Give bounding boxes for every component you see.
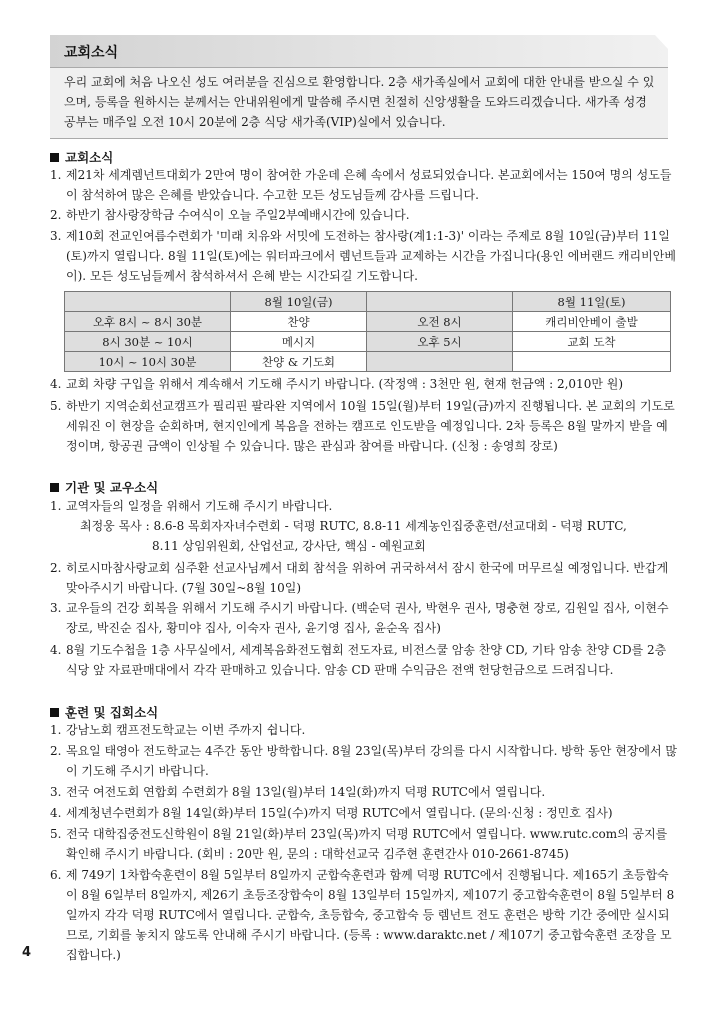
item-text: 전국 대학집중전도신학원이 8월 21일(화)부터 23일(목)까지 덕평 RUTC에서 열립니다. www.rutc.com의 공지를 확인해 주시기 바랍니다. (회비 : 20만 원, 문의 : 대학선교국 김주현 훈련간사 010-2661-8745)	[66, 827, 668, 861]
list-item	[50, 824, 678, 864]
list-item	[50, 558, 678, 598]
item-number: 2.	[50, 208, 62, 222]
table-cell: 8시 30분 ~ 10시	[65, 332, 231, 352]
section-title: 교회소식	[65, 150, 114, 165]
header-background	[50, 35, 668, 67]
square-bullet-icon	[50, 153, 59, 162]
table-cell: 캐리비안베이 출발	[513, 312, 671, 332]
item-number: 1.	[50, 723, 62, 737]
table-cell: 10시 ~ 10시 30분	[65, 352, 231, 372]
item-text: 세계청년수련회가 8월 14일(화)부터 15일(수)까지 덕평 RUTC에서 열립니다. (문의·신청 : 정민호 집사)	[66, 806, 613, 820]
item-text: 하반기 참사랑장학금 수여식이 오늘 주일2부예배시간에 있습니다.	[66, 208, 410, 222]
table-cell: 오전 8시	[367, 312, 513, 332]
table-cell: 메시지	[231, 332, 367, 352]
item-text: 교회 차량 구입을 위해서 계속해서 기도해 주시기 바랍니다. (작정액 : 3천만 원, 현재 헌금액 : 2,010만 원)	[66, 377, 624, 391]
item-number: 5.	[50, 827, 62, 841]
item-number: 2.	[50, 561, 62, 575]
retreat-schedule-table	[64, 291, 671, 372]
item-number: 3.	[50, 229, 62, 243]
list-item	[50, 374, 678, 394]
item-number: 4.	[50, 806, 62, 820]
section-heading-church-news	[50, 148, 113, 166]
list-item	[50, 226, 678, 286]
table-row	[65, 312, 671, 332]
list-item	[50, 205, 678, 225]
item-text: 제21차 세계렘넌트대회가 2만여 명이 참여한 가운데 은혜 속에서 성료되었습니다. 본교회에서는 150여 명의 성도들이 참석하여 많은 은혜를 받았습니다. 수고한 모든 성도님들께 감사를 드립니다.	[66, 168, 672, 202]
list-item	[50, 396, 678, 456]
item-number: 4.	[50, 643, 62, 657]
section-title: 기관 및 교우소식	[65, 480, 159, 495]
item-text: 하반기 지역순회선교캠프가 필리핀 팔라완 지역에서 10월 15일(월)부터 19일(금)까지 진행됩니다. 본 교회의 기도로 세워진 이 현장을 순회하며, 현지인에게 복음을 전하는 캠프로 인도받을 예정입니다. 2차 등록은 8월 말까지 받을 예정이며, 항공권 금액이 인상될 수 있습니다. 많은 관심과 참여를 바랍니다. (신청 : 송영희 장로)	[66, 399, 675, 453]
list-item	[50, 640, 678, 680]
item-text: 8월 기도수첩을 1층 사무실에서, 세계복음화전도협회 전도자료, 비전스쿨 암송 찬양 CD, 기타 암송 찬양 CD를 2층 식당 앞 자료판매대에서 각각 판매하고 있습니다. 암송 CD 판매 수익금은 전액 헌당헌금으로 드려집니다.	[66, 643, 667, 677]
page-title: 교회소식	[64, 45, 119, 61]
item-number: 1.	[50, 499, 62, 513]
item-text: 교우들의 건강 회복을 위해서 기도해 주시기 바랍니다. (백순덕 권사, 박현우 권사, 명충현 장로, 김원일 집사, 이현수 장로, 박진순 집사, 황미야 집사, 이숙자 권사, 윤기영 집사, 윤순옥 집사)	[66, 601, 669, 635]
table-row	[65, 332, 671, 352]
item-text: 교역자들의 일정을 위해서 기도해 주시기 바랍니다.	[66, 499, 333, 513]
square-bullet-icon	[50, 483, 59, 492]
table-cell	[367, 352, 513, 372]
welcome-text: 우리 교회에 처음 나오신 성도 여러분을 진심으로 환영합니다. 2층 새가족실에서 교회에 대한 안내를 받으실 수 있으며, 등록을 원하시는 분께서는 안내위원에게 말씀해 주시면 친절히 신앙생활을 도와드리겠습니다. 새가족 성경공부는 매주일 오전 10시 20분에 2층 식당 새가족(VIP)실에서 있습니다.	[64, 75, 655, 129]
item-text: 제 749기 1차합숙훈련이 8월 5일부터 8일까지 군합숙훈련과 함께 덕평 RUTC에서 진행됩니다. 제165기 초등합숙이 8월 6일부터 8일까지, 제26기 초등조장합숙이 8월 13일부터 15일까지, 제107기 중고합숙훈련이 8월 5일부터 8일까지 각각 덕평 RUTC에서 열립니다. 군합숙, 초등합숙, 중고합숙 등 렘넌트 전도 훈련은 방학 기간 중에만 실시되므로, 기회를 놓치지 않도록 안내해 주시기 바랍니다. (등록 : www.daraktc.net / 제107기 중고합숙훈련 조장을 모집합니다.)	[66, 868, 675, 962]
list-item	[50, 741, 678, 781]
table-cell	[367, 292, 513, 312]
table-cell	[513, 352, 671, 372]
item-text: 전국 여전도회 연합회 수련회가 8월 13일(월)부터 14일(화)까지 덕평 RUTC에서 열립니다.	[66, 785, 546, 799]
table-cell: 오후 8시 ~ 8시 30분	[65, 312, 231, 332]
item-number: 3.	[50, 601, 62, 615]
item-subtext: 8.11 상임위원회, 산업선교, 강사단, 핵심 - 예원교회	[152, 539, 426, 553]
table-header-day1: 8월 10일(금)	[231, 292, 367, 312]
section-header	[50, 35, 668, 67]
table-row	[65, 352, 671, 372]
list-item	[50, 803, 678, 823]
list-item	[50, 496, 678, 556]
section-title: 훈련 및 집회소식	[65, 705, 159, 720]
section-heading-training-news	[50, 703, 158, 721]
item-number: 4.	[50, 377, 62, 391]
item-text: 강남노회 캠프전도학교는 이번 주까지 쉽니다.	[66, 723, 306, 737]
item-number: 3.	[50, 785, 62, 799]
list-item	[50, 782, 678, 802]
table-cell: 찬양	[231, 312, 367, 332]
item-number: 2.	[50, 744, 62, 758]
table-cell: 교회 도착	[513, 332, 671, 352]
list-item	[50, 165, 678, 205]
table-cell	[65, 292, 231, 312]
page-number: 4	[22, 945, 32, 960]
welcome-box	[50, 67, 668, 139]
item-number: 5.	[50, 399, 62, 413]
table-row	[65, 292, 671, 312]
item-text: 제10회 전교인여름수련회가 '미래 치유와 서밋에 도전하는 참사랑(계1:1-3)' 이라는 주제로 8월 10일(금)부터 11일(토)까지 열립니다. 8월 11일(토)에는 워터파크에서 렘넌트들과 교제하는 시간을 가집니다(용인 에버랜드 캐리비안베이). 모든 성도님들께서 참석하셔서 은혜 받는 시간되길 기도합니다.	[66, 229, 676, 283]
square-bullet-icon	[50, 708, 59, 717]
table-cell: 찬양 & 기도회	[231, 352, 367, 372]
item-subtext: 최정웅 목사 : 8.6-8 목회자자녀수련회 - 덕평 RUTC, 8.8-11 세계농인집중훈련/선교대회 - 덕평 RUTC,	[80, 519, 627, 533]
list-item	[50, 865, 678, 965]
section-heading-agency-news	[50, 478, 158, 496]
item-number: 1.	[50, 168, 62, 182]
item-number: 6.	[50, 868, 62, 882]
item-text: 히로시마참사랑교회 심주환 선교사님께서 대회 참석을 위하여 귀국하셔서 잠시 한국에 머무르실 예정입니다. 반갑게 맞아주시기 바랍니다. (7월 30일~8월 10일)	[66, 561, 669, 595]
list-item	[50, 720, 678, 740]
item-text: 목요일 태영아 전도학교는 4주간 동안 방학합니다. 8월 23일(목)부터 강의를 다시 시작합니다. 방학 동안 현장에서 많이 기도해 주시기 바랍니다.	[66, 744, 677, 778]
list-item	[50, 598, 678, 638]
table-cell: 오후 5시	[367, 332, 513, 352]
table-header-day2: 8월 11일(토)	[513, 292, 671, 312]
